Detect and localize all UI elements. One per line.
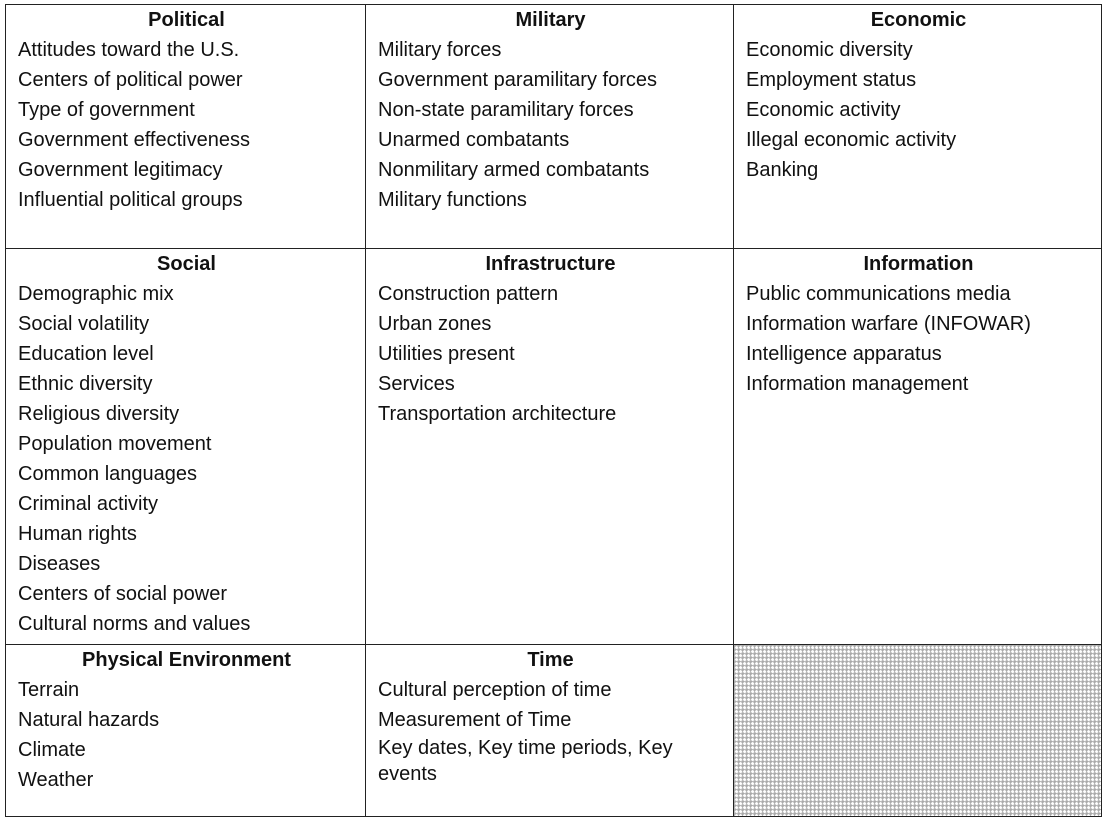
cell-time: [366, 645, 734, 817]
cell-title-infrastructure: Infrastructure: [485, 253, 616, 275]
list-item: Information warfare (INFOWAR): [746, 313, 1031, 335]
list-item: Cultural perception of time: [378, 679, 612, 701]
cell-political: [6, 5, 366, 249]
cell-social: [6, 249, 366, 645]
list-item: Employment status: [746, 69, 917, 91]
list-item: Transportation architecture: [378, 403, 617, 425]
list-item: Government effectiveness: [18, 129, 250, 151]
list-item: Cultural norms and values: [18, 613, 251, 635]
cell-title-time: Time: [527, 649, 574, 671]
cell-title-information: Information: [863, 253, 974, 275]
list-item: Government legitimacy: [18, 159, 223, 181]
list-item: Economic activity: [746, 99, 901, 121]
list-item: Common languages: [18, 463, 197, 485]
list-item: Type of government: [18, 99, 195, 121]
list-economic: [746, 35, 1091, 185]
cell-economic: [734, 5, 1102, 249]
list-item: Services: [378, 373, 455, 395]
list-item: Religious diversity: [18, 403, 180, 425]
list-item: Education level: [18, 343, 154, 365]
list-item: Terrain: [18, 679, 80, 701]
list-item: Natural hazards: [18, 709, 160, 731]
list-item: Economic diversity: [746, 39, 913, 61]
list-item: Centers of political power: [18, 69, 243, 91]
list-item: Utilities present: [378, 343, 515, 365]
list-item: Unarmed combatants: [378, 129, 570, 151]
cell-military: [366, 5, 734, 249]
list-item: Influential political groups: [18, 189, 243, 211]
variables-table: [5, 4, 1102, 817]
list-item: Illegal economic activity: [746, 129, 957, 151]
cell-title-social: Social: [157, 253, 216, 275]
list-item: Government paramilitary forces: [378, 69, 657, 91]
list-item: Population movement: [18, 433, 212, 455]
table-row: [6, 249, 1102, 645]
list-item: Demographic mix: [18, 283, 174, 305]
list-military: [378, 35, 723, 215]
list-item: Information management: [746, 373, 969, 395]
cell-infrastructure: [366, 249, 734, 645]
list-time: [378, 675, 723, 787]
list-item: Centers of social power: [18, 583, 227, 605]
list-political: [18, 35, 355, 215]
list-item: Military functions: [378, 189, 527, 211]
cell-physical-environment: [6, 645, 366, 817]
list-item: Banking: [746, 159, 819, 181]
list-item: Key dates, Key time periods, Key events: [378, 737, 673, 785]
list-information: [746, 279, 1091, 399]
list-item: Measurement of Time: [378, 709, 572, 731]
list-item: Urban zones: [378, 313, 492, 335]
list-item: Weather: [18, 769, 94, 791]
list-item: Climate: [18, 739, 86, 761]
list-infrastructure: [378, 279, 723, 429]
list-item: Non-state paramilitary forces: [378, 99, 634, 121]
list-item: Ethnic diversity: [18, 373, 153, 395]
list-item: Criminal activity: [18, 493, 159, 515]
list-item: Human rights: [18, 523, 137, 545]
table-row: [6, 5, 1102, 249]
list-item: Military forces: [378, 39, 502, 61]
cell-title-political: Political: [148, 9, 225, 31]
list-physical-environment: [18, 675, 355, 795]
list-item: Diseases: [18, 553, 101, 575]
list-item: Intelligence apparatus: [746, 343, 942, 365]
list-item: Public communications media: [746, 283, 1011, 305]
list-item: Nonmilitary armed combatants: [378, 159, 650, 181]
cell-title-economic: Economic: [870, 9, 967, 31]
cell-information: [734, 249, 1102, 645]
list-item: Attitudes toward the U.S.: [18, 39, 240, 61]
cell-title-physical-environment: Physical Environment: [82, 649, 291, 671]
empty-shaded-cell: [734, 645, 1102, 817]
list-item: Construction pattern: [378, 283, 559, 305]
cell-title-military: Military: [515, 9, 586, 31]
list-item: Social volatility: [18, 313, 150, 335]
list-social: [18, 279, 355, 639]
table-row: [6, 645, 1102, 817]
